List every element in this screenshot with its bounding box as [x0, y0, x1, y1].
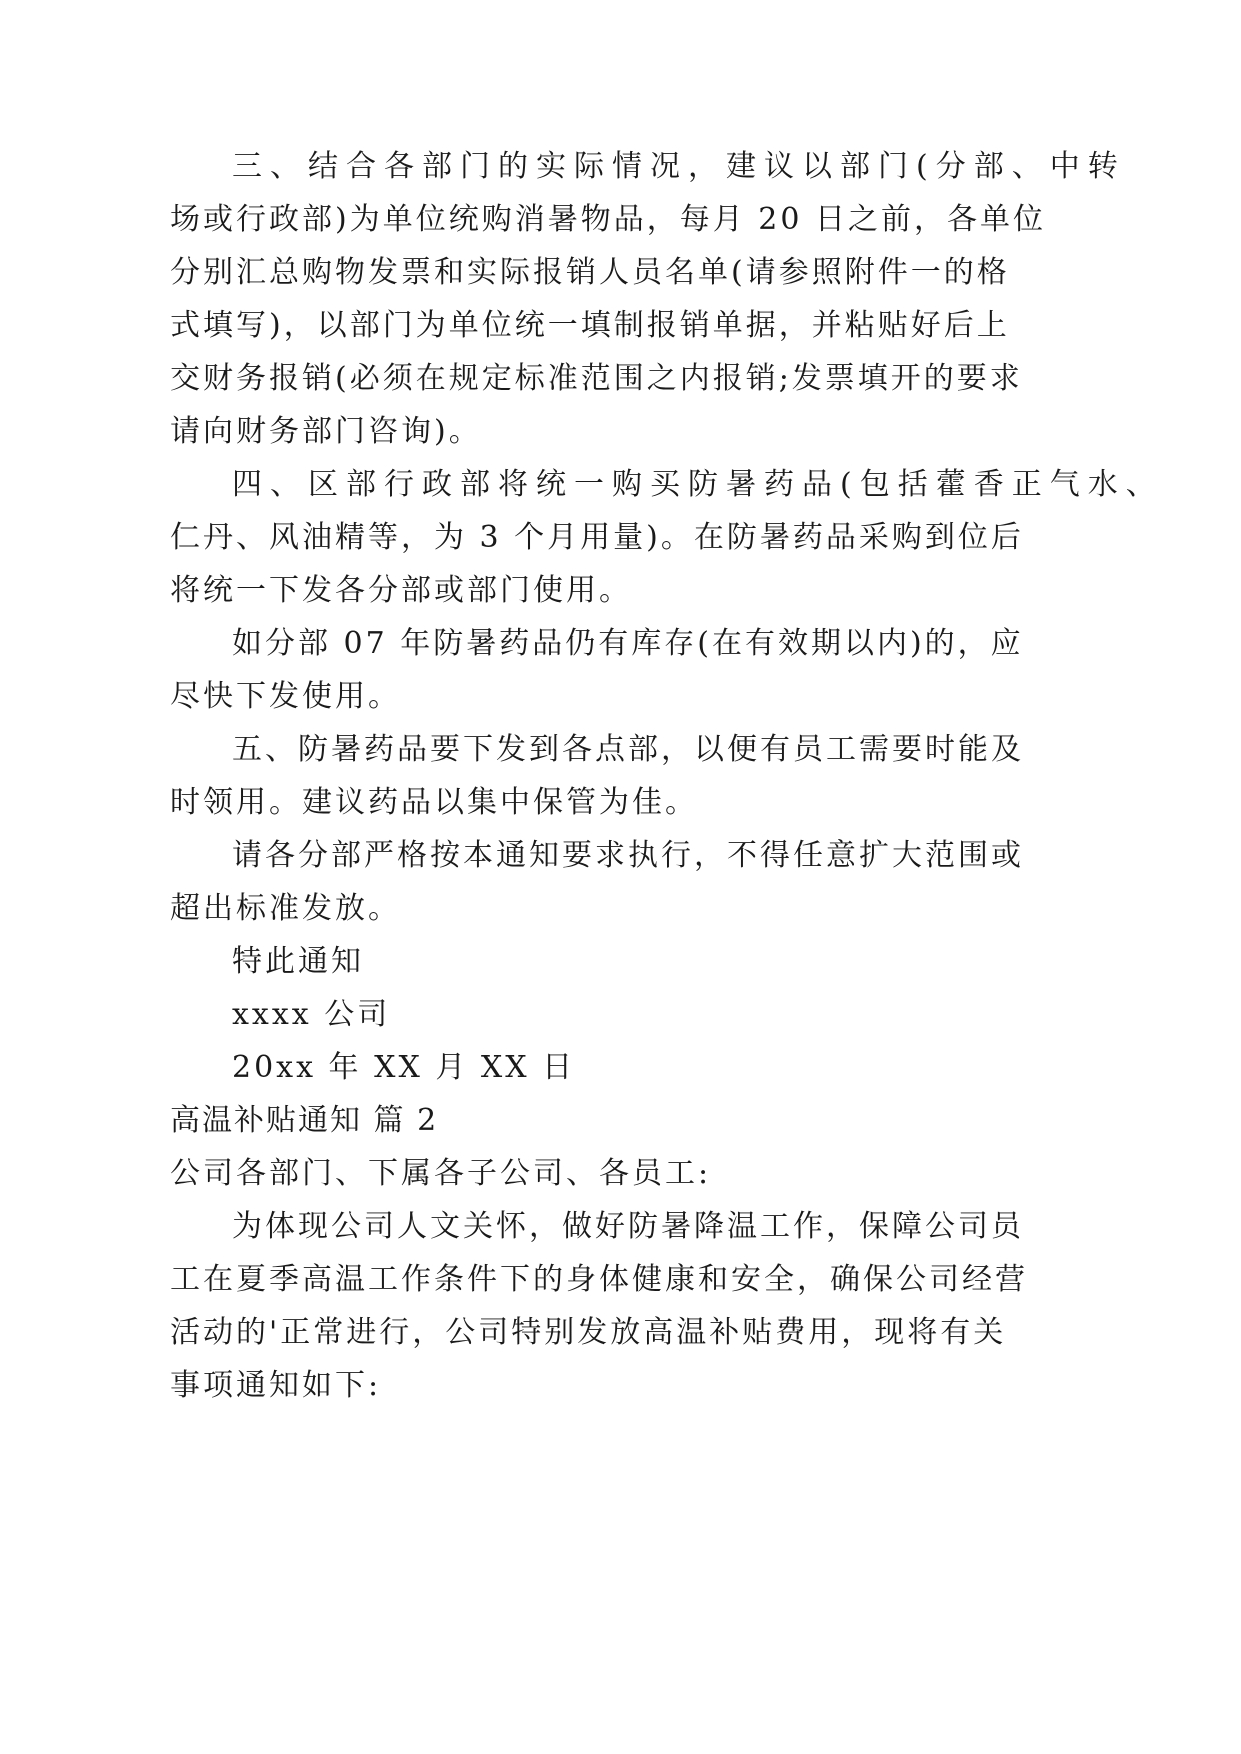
intro-line-3: 活动的'正常进行，公司特别发放高温补贴费用，现将有关 — [170, 1315, 1007, 1350]
paragraph-comply-line-2: 超出标准发放。 — [170, 891, 401, 926]
paragraph-3-line-1: 三、结合各部门的实际情况，建议以部门(分部、中转 — [232, 149, 1126, 184]
intro-line-1: 为体现公司人文关怀，做好防暑降温工作，保障公司员 — [232, 1209, 1024, 1244]
paragraph-stock-line-2: 尽快下发使用。 — [170, 679, 401, 714]
paragraph-5-line-1: 五、防暑药品要下发到各点部，以便有员工需要时能及 — [232, 732, 1024, 767]
company-signature: xxxx 公司 — [232, 997, 391, 1032]
paragraph-3-line-3: 分别汇总购物发票和实际报销人员名单(请参照附件一的格 — [170, 255, 1010, 290]
intro-line-2: 工在夏季高温工作条件下的身体健康和安全，确保公司经营 — [170, 1262, 1028, 1297]
addressee: 公司各部门、下属各子公司、各员工: — [170, 1156, 712, 1191]
paragraph-stock-line-1: 如分部 07 年防暑药品仍有库存(在有效期以内)的，应 — [232, 626, 1024, 661]
paragraph-3-line-5: 交财务报销(必须在规定标准范围之内报销;发票填开的要求 — [170, 361, 1023, 396]
paragraph-3-line-6: 请向财务部门咨询)。 — [170, 414, 482, 449]
paragraph-3-line-2: 场或行政部)为单位统购消暑物品，每月 20 日之前，各单位 — [170, 202, 1046, 237]
paragraph-comply-line-1: 请各分部严格按本通知要求执行，不得任意扩大范围或 — [232, 838, 1024, 873]
signature-date: 20xx 年 XX 月 XX 日 — [232, 1050, 576, 1085]
intro-line-4: 事项通知如下: — [170, 1368, 382, 1403]
paragraph-4-line-3: 将统一下发各分部或部门使用。 — [170, 573, 632, 608]
section-title: 高温补贴通知 篇 2 — [170, 1103, 439, 1138]
paragraph-3-line-4: 式填写)，以部门为单位统一填制报销单据，并粘贴好后上 — [170, 308, 1010, 343]
paragraph-4-line-1: 四、区部行政部将统一购买防暑药品(包括藿香正气水、 — [232, 467, 1164, 502]
paragraph-4-line-2: 仁丹、风油精等，为 3 个月用量)。在防暑药品采购到位后 — [170, 520, 1024, 555]
closing-notice: 特此通知 — [232, 944, 364, 979]
paragraph-5-line-2: 时领用。建议药品以集中保管为佳。 — [170, 785, 698, 820]
